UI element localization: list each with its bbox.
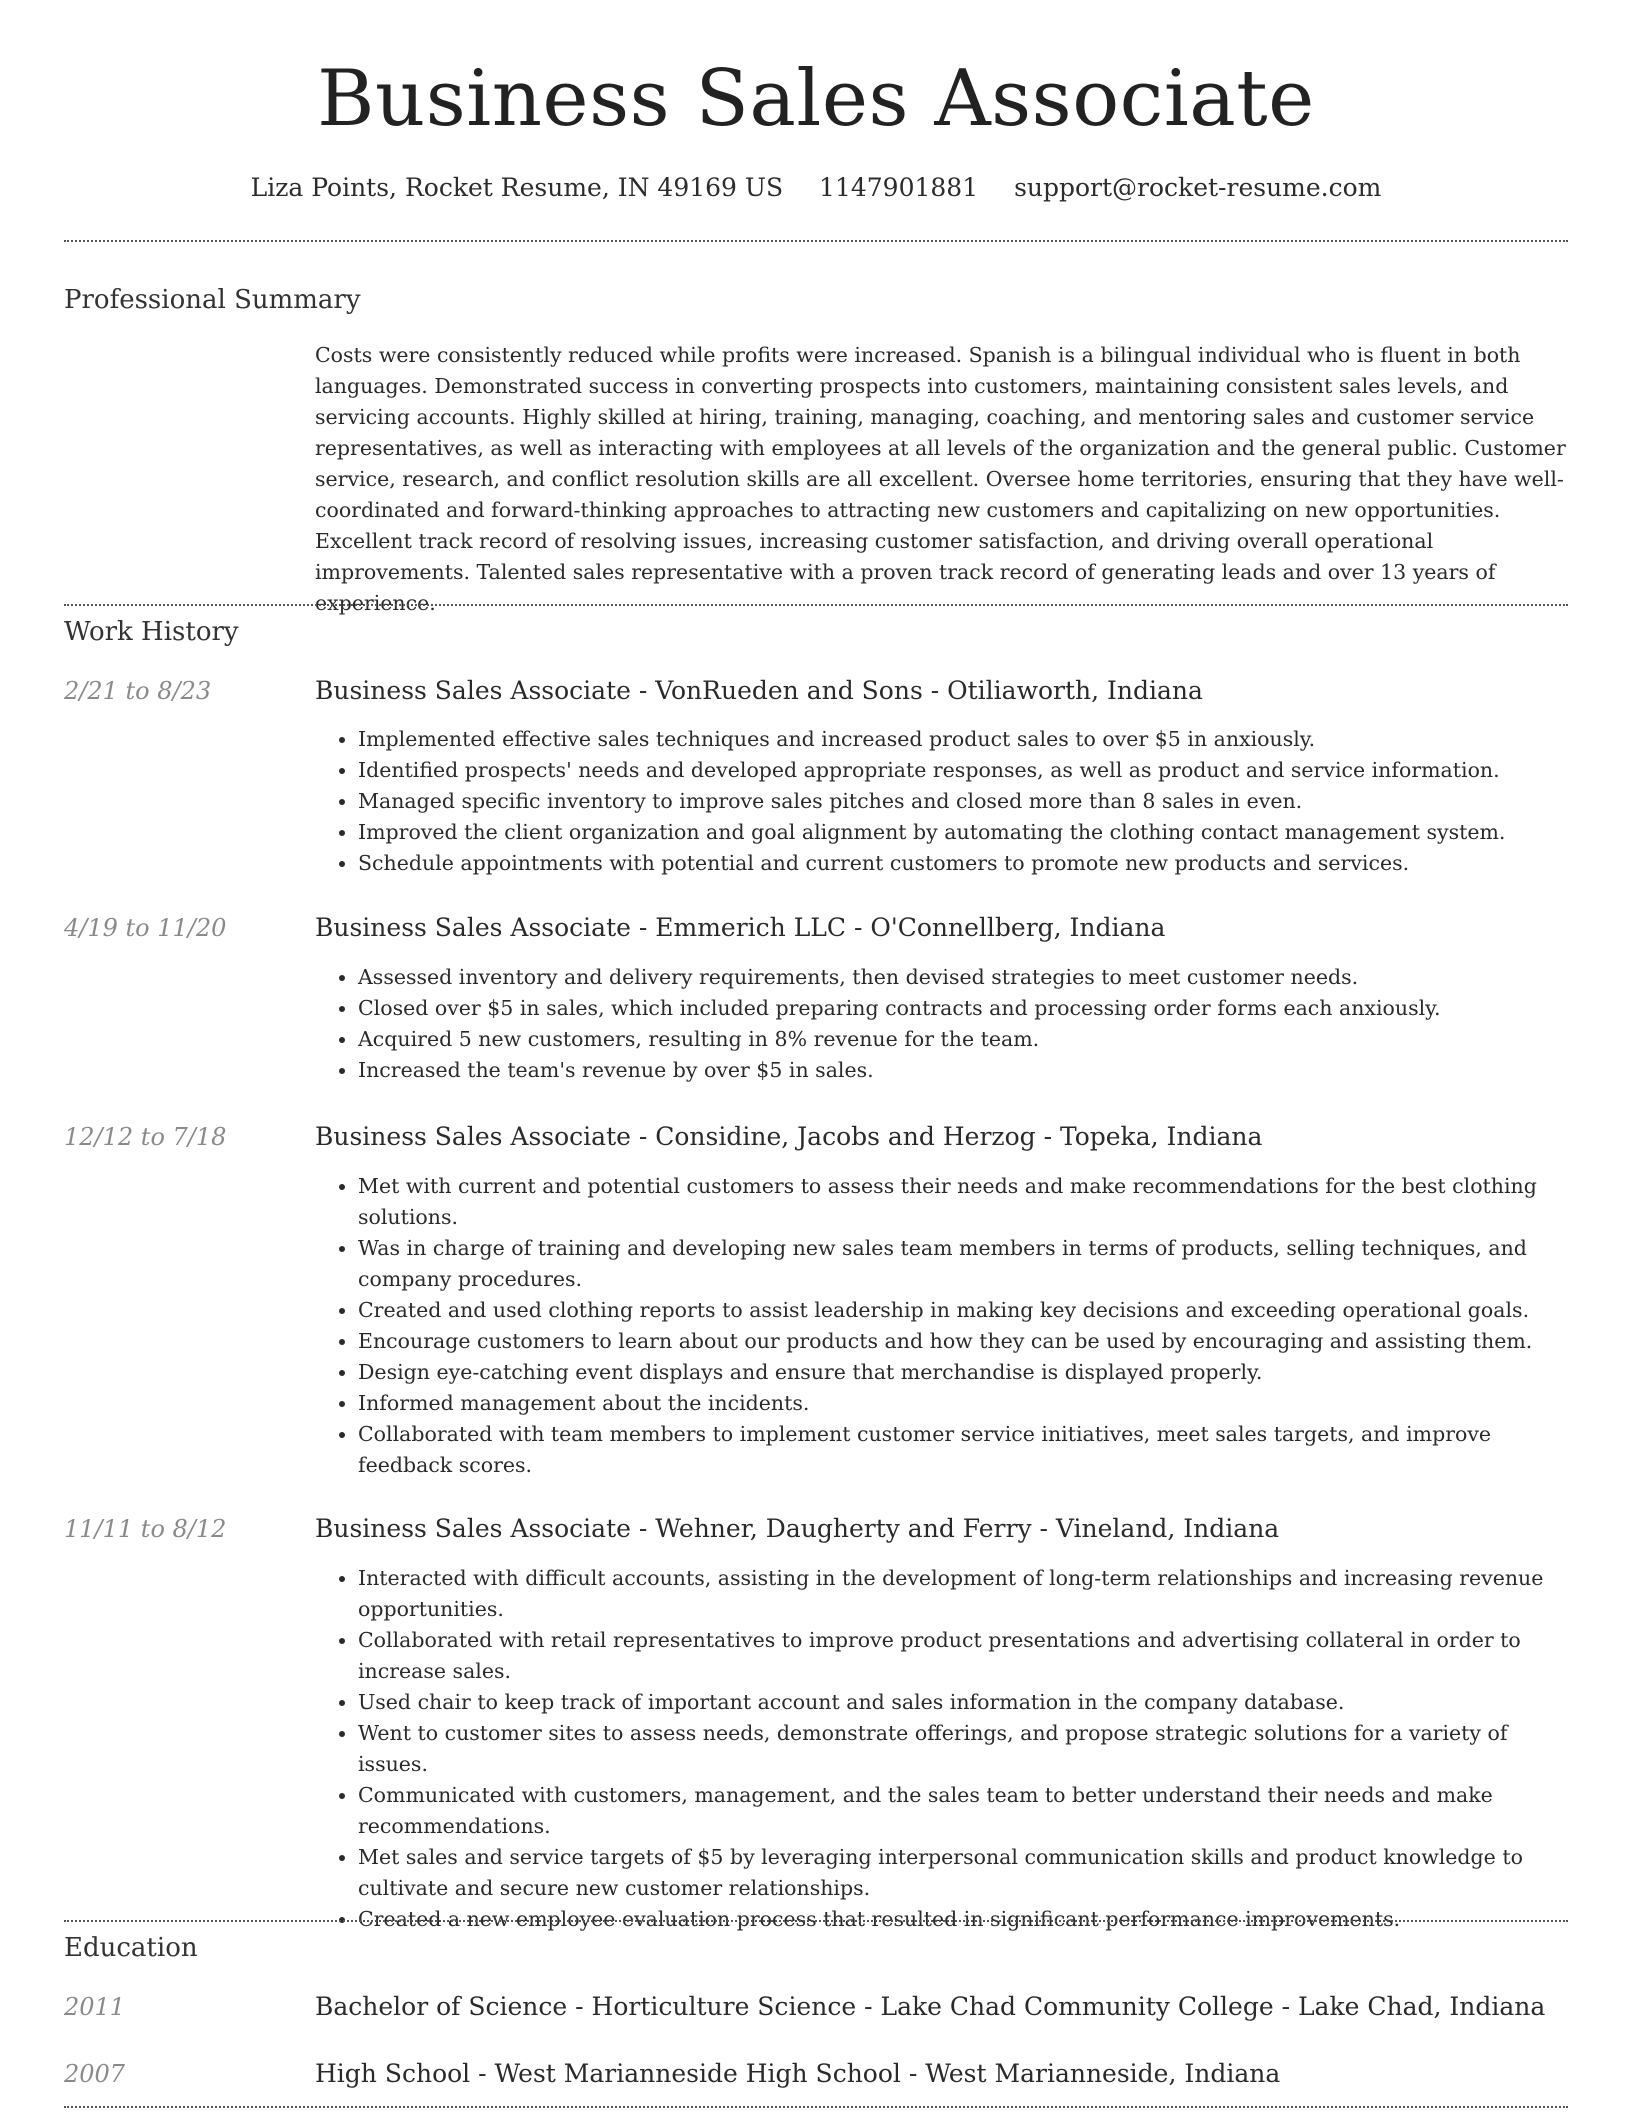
job-dates: 2/21 to 8/23 — [64, 677, 212, 705]
job-bullets — [315, 962, 1568, 1086]
job-dates: 4/19 to 11/20 — [64, 914, 227, 942]
job-bullet: • Communicated with customers, management, and the sales team to better understand their needs and make recommendations. — [358, 1780, 1568, 1842]
job-bullet: • Collaborated with retail representatives to improve product presentations and advertising collateral in order to increase sales. — [358, 1625, 1568, 1687]
summary-text: Costs were consistently reduced while profits were increased. Spanish is a bilingual individual who is fluent in both languages. Demonstrated success in converting prospects into customers, maintaining consistent sales levels, and servicing accounts. Highly skilled at hiring, training, managing, coaching, and mentoring sales and customer service representatives, as well as interacting with employees at all levels of the organization and the general public. Customer service, research, and conflict resolution skills are all excellent. Oversee home territories, ensuring that they have well-coordinated and forward-thinking approaches to attracting new customers and capitalizing on new opportunities. Excellent track record of resolving issues, increasing customer satisfaction, and driving overall operational improvements. Talented sales representative with a proven track record of generating leads and over 13 years of experience. — [315, 343, 1566, 615]
job-bullet: • Assessed inventory and delivery requirements, then devised strategies to meet customer needs. — [358, 962, 1568, 993]
summary-heading: Professional Summary — [64, 285, 361, 315]
job-bullet: • Went to customer sites to assess needs, demonstrate offerings, and propose strategic solutions for a variety of issues. — [358, 1718, 1568, 1780]
job-bullet: • Collaborated with team members to implement customer service initiatives, meet sales targets, and improve feedback scores. — [358, 1419, 1568, 1481]
education-year: 2007 — [64, 2060, 126, 2088]
job-bullet: • Closed over $5 in sales, which included preparing contracts and processing order forms each anxiously. — [358, 993, 1568, 1024]
job-bullet: • Identified prospects' needs and developed appropriate responses, as well as product and service information. — [358, 755, 1568, 786]
job-bullet: • Interacted with difficult accounts, assisting in the development of long-term relationships and increasing revenue opportunities. — [358, 1563, 1568, 1625]
job-bullet: • Design eye-catching event displays and ensure that merchandise is displayed properly. — [358, 1357, 1568, 1388]
education-year: 2011 — [64, 1993, 126, 2021]
contact-phone: 1147901881 — [819, 173, 979, 202]
job-title: Business Sales Associate - Wehner, Daugherty and Ferry - Vineland, Indiana — [315, 1514, 1280, 1543]
education-heading: Education — [64, 1933, 198, 1963]
job-bullet: • Improved the client organization and goal alignment by automating the clothing contact management system. — [358, 817, 1568, 848]
job-bullets — [315, 724, 1568, 879]
contact-address: Liza Points, Rocket Resume, IN 49169 US — [250, 173, 784, 202]
job-bullet: • Used chair to keep track of important account and sales information in the company database. — [358, 1687, 1568, 1718]
education-detail: High School - West Marianneside High School - West Marianneside, Indiana — [315, 2059, 1281, 2088]
education-detail: Bachelor of Science - Horticulture Science - Lake Chad Community College - Lake Chad, Indiana — [315, 1992, 1546, 2021]
job-title: Business Sales Associate - VonRueden and Sons - Otiliaworth, Indiana — [315, 676, 1203, 705]
job-title: Business Sales Associate - Considine, Jacobs and Herzog - Topeka, Indiana — [315, 1122, 1263, 1151]
job-bullet: • Met with current and potential customers to assess their needs and make recommendations for the best clothing solutions. — [358, 1171, 1568, 1233]
job-bullet: • Increased the team's revenue by over $5 in sales. — [358, 1055, 1568, 1086]
job-bullet: • Created and used clothing reports to assist leadership in making key decisions and exceeding operational goals. — [358, 1295, 1568, 1326]
job-bullets — [315, 1563, 1568, 1935]
work-history-heading: Work History — [64, 617, 239, 647]
job-bullet: • Managed specific inventory to improve sales pitches and closed more than 8 sales in even. — [358, 786, 1568, 817]
job-dates: 12/12 to 7/18 — [64, 1123, 227, 1151]
job-title: Business Sales Associate - Emmerich LLC - O'Connellberg, Indiana — [315, 913, 1166, 942]
job-dates: 11/11 to 8/12 — [64, 1515, 227, 1543]
job-bullet: • Implemented effective sales techniques and increased product sales to over $5 in anxiously. — [358, 724, 1568, 755]
contact-line — [64, 170, 1568, 206]
resume-name: Business Sales Associate — [317, 54, 1315, 144]
job-bullet: • Acquired 5 new customers, resulting in 8% revenue for the team. — [358, 1024, 1568, 1055]
job-bullet: • Encourage customers to learn about our products and how they can be used by encouraging and assisting them. — [358, 1326, 1568, 1357]
job-bullet: • Was in charge of training and developing new sales team members in terms of products, selling techniques, and company procedures. — [358, 1233, 1568, 1295]
job-bullets — [315, 1171, 1568, 1481]
job-bullet: • Informed management about the incidents. — [358, 1388, 1568, 1419]
summary-divider — [64, 604, 1568, 606]
job-bullet: • Schedule appointments with potential and current customers to promote new products and services. — [358, 848, 1568, 879]
contact-email: support@rocket-resume.com — [1014, 173, 1382, 202]
header-divider — [64, 240, 1568, 242]
job-bullet: • Met sales and service targets of $5 by leveraging interpersonal communication skills and product knowledge to cultivate and secure new customer relationships. — [358, 1842, 1568, 1904]
education-divider — [64, 2106, 1568, 2108]
work-divider — [64, 1920, 1568, 1922]
job-bullet: • Created a new employee evaluation process that resulted in significant performance improvements. — [358, 1904, 1568, 1935]
